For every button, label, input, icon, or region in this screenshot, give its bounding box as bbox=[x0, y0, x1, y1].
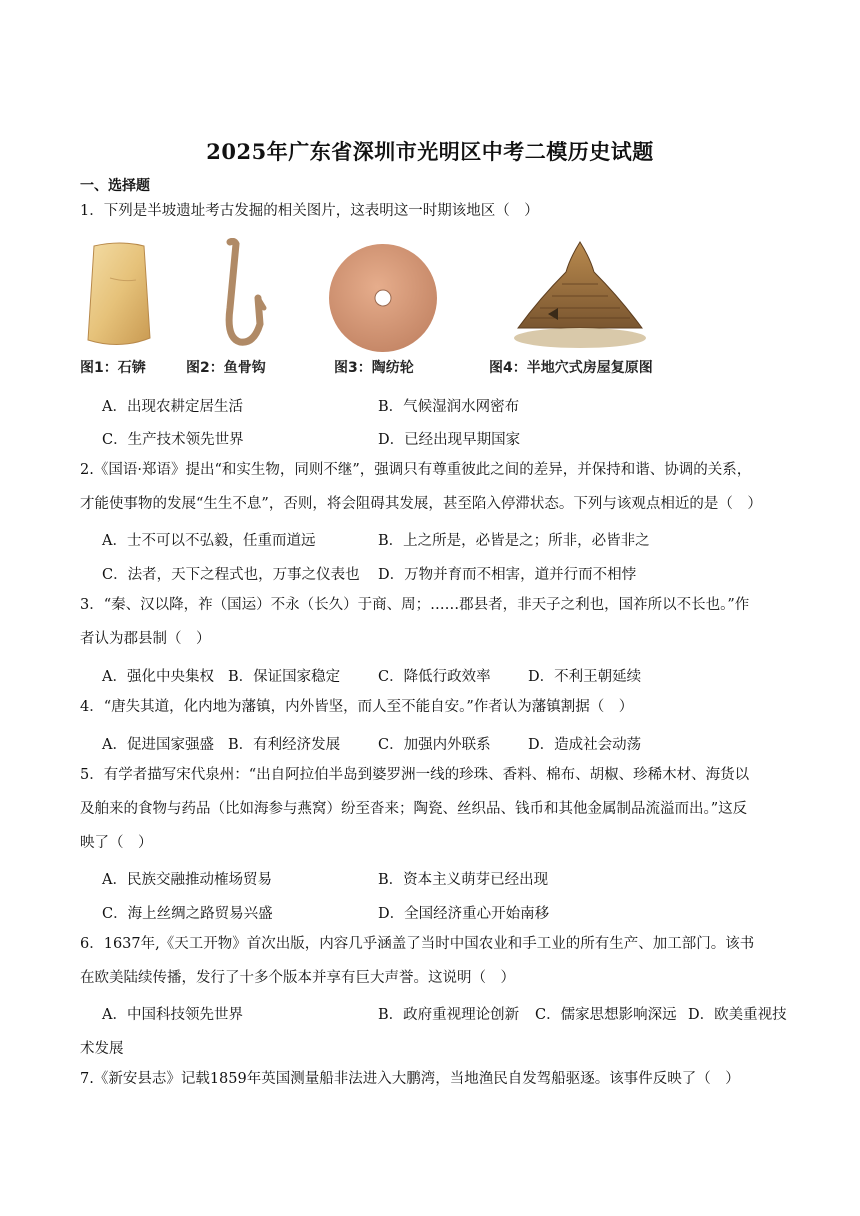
question-5-line-3: 映了（ ） bbox=[80, 835, 153, 851]
question-5-line-2: 及舶来的食物与药品（比如海参与燕窝）纷至沓来；陶瓷、丝织品、钱币和其他金属制品流溢而出。”这反 bbox=[80, 801, 748, 817]
stone-adze-image bbox=[80, 238, 160, 356]
q2-option-a: A．士不可以不弘毅，任重而道远 bbox=[102, 533, 316, 549]
q4-option-a: A．促进国家强盛 bbox=[102, 737, 214, 753]
q1-option-d: D．已经出现早期国家 bbox=[378, 432, 521, 448]
question-2-line-1: 2.《国语·郑语》提出“和实生物，同则不继”，强调只有尊重彼此之间的差异，并保持和谐、协调的关系， bbox=[80, 462, 752, 478]
q3-option-c: C．降低行政效率 bbox=[378, 669, 491, 685]
question-2-line-2: 才能使事物的发展“生生不息”，否则，将会阻碍其发展，甚至陷入停滞状态。下列与该观点相近的是（ ） bbox=[80, 496, 762, 512]
fish-hook-image bbox=[196, 238, 276, 356]
figure-4-caption: 图4：半地穴式房屋复原图 bbox=[489, 360, 653, 376]
figure-3-caption: 图3：陶纺轮 bbox=[334, 360, 414, 376]
q5-option-d: D．全国经济重心开始南移 bbox=[378, 906, 550, 922]
question-4-line-1: 4．“唐失其道，化内地为藩镇，内外皆坚，而人至不能自安。”作者认为藩镇割据（ ） bbox=[80, 699, 634, 715]
q5-option-b: B．资本主义萌芽已经出现 bbox=[378, 872, 549, 888]
q6-option-b: B．政府重视理论创新 bbox=[378, 1007, 520, 1023]
question-3-line-1: 3．“秦、汉以降，祚（国运）不永（长久）于商、周；……郡县者，非天子之利也，国祚所以不长也。”作 bbox=[80, 597, 750, 613]
spindle-whorl-image bbox=[326, 238, 442, 356]
q1-option-a: A．出现农耕定居生活 bbox=[102, 399, 243, 415]
hut-reconstruction-image bbox=[510, 238, 650, 354]
q2-option-c: C．法者，天下之程式也，万事之仪表也 bbox=[102, 567, 360, 583]
q1-option-c: C．生产技术领先世界 bbox=[102, 432, 244, 448]
q3-option-d: D．不利王朝延续 bbox=[528, 669, 642, 685]
q3-option-a: A．强化中央集权 bbox=[102, 669, 214, 685]
q1-option-b: B．气候湿润水网密布 bbox=[378, 399, 520, 415]
q5-option-c: C．海上丝绸之路贸易兴盛 bbox=[102, 906, 273, 922]
q4-option-b: B．有利经济发展 bbox=[228, 737, 341, 753]
q5-option-a: A．民族交融推动榷场贸易 bbox=[102, 872, 272, 888]
question-6-line-1: 6．1637年,《天工开物》首次出版，内容几乎涵盖了当时中国农业和手工业的所有生产、加工部门。该书 bbox=[80, 936, 755, 952]
question-3-line-2: 者认为郡县制（ ） bbox=[80, 631, 211, 647]
question-1-stem: 1．下列是半坡遗址考古发掘的相关图片，这表明这一时期该地区（ ） bbox=[80, 203, 539, 219]
q2-option-d: D．万物并育而不相害，道并行而不相悖 bbox=[378, 567, 637, 583]
q4-option-d: D．造成社会动荡 bbox=[528, 737, 642, 753]
q3-option-b: B．保证国家稳定 bbox=[228, 669, 341, 685]
q6-option-d-continued: 术发展 bbox=[80, 1041, 124, 1057]
question-6-line-2: 在欧美陆续传播，发行了十多个版本并享有巨大声誉。这说明（ ） bbox=[80, 970, 515, 986]
question-5-line-1: 5．有学者描写宋代泉州：“出自阿拉伯半岛到婆罗洲一线的珍珠、香料、棉布、胡椒、珍稀木材、海货以 bbox=[80, 767, 750, 783]
q6-option-d: D．欧美重视技 bbox=[688, 1007, 787, 1023]
q6-option-c: C．儒家思想影响深远 bbox=[535, 1007, 677, 1023]
figure-2-caption: 图2：鱼骨钩 bbox=[186, 360, 266, 376]
section-heading: 一、选择题 bbox=[80, 178, 150, 194]
figure-1-caption: 图1：石锛 bbox=[80, 360, 146, 376]
question-7-line-1: 7.《新安县志》记载1859年英国测量船非法进入大鹏湾，当地渔民自发驾船驱逐。该事件反映了（ ） bbox=[80, 1071, 740, 1087]
q2-option-b: B．上之所是，必皆是之；所非，必皆非之 bbox=[378, 533, 650, 549]
q6-option-a: A．中国科技领先世界 bbox=[102, 1007, 243, 1023]
page-title: 2025年广东省深圳市光明区中考二模历史试题 bbox=[206, 139, 654, 164]
q4-option-c: C．加强内外联系 bbox=[378, 737, 491, 753]
